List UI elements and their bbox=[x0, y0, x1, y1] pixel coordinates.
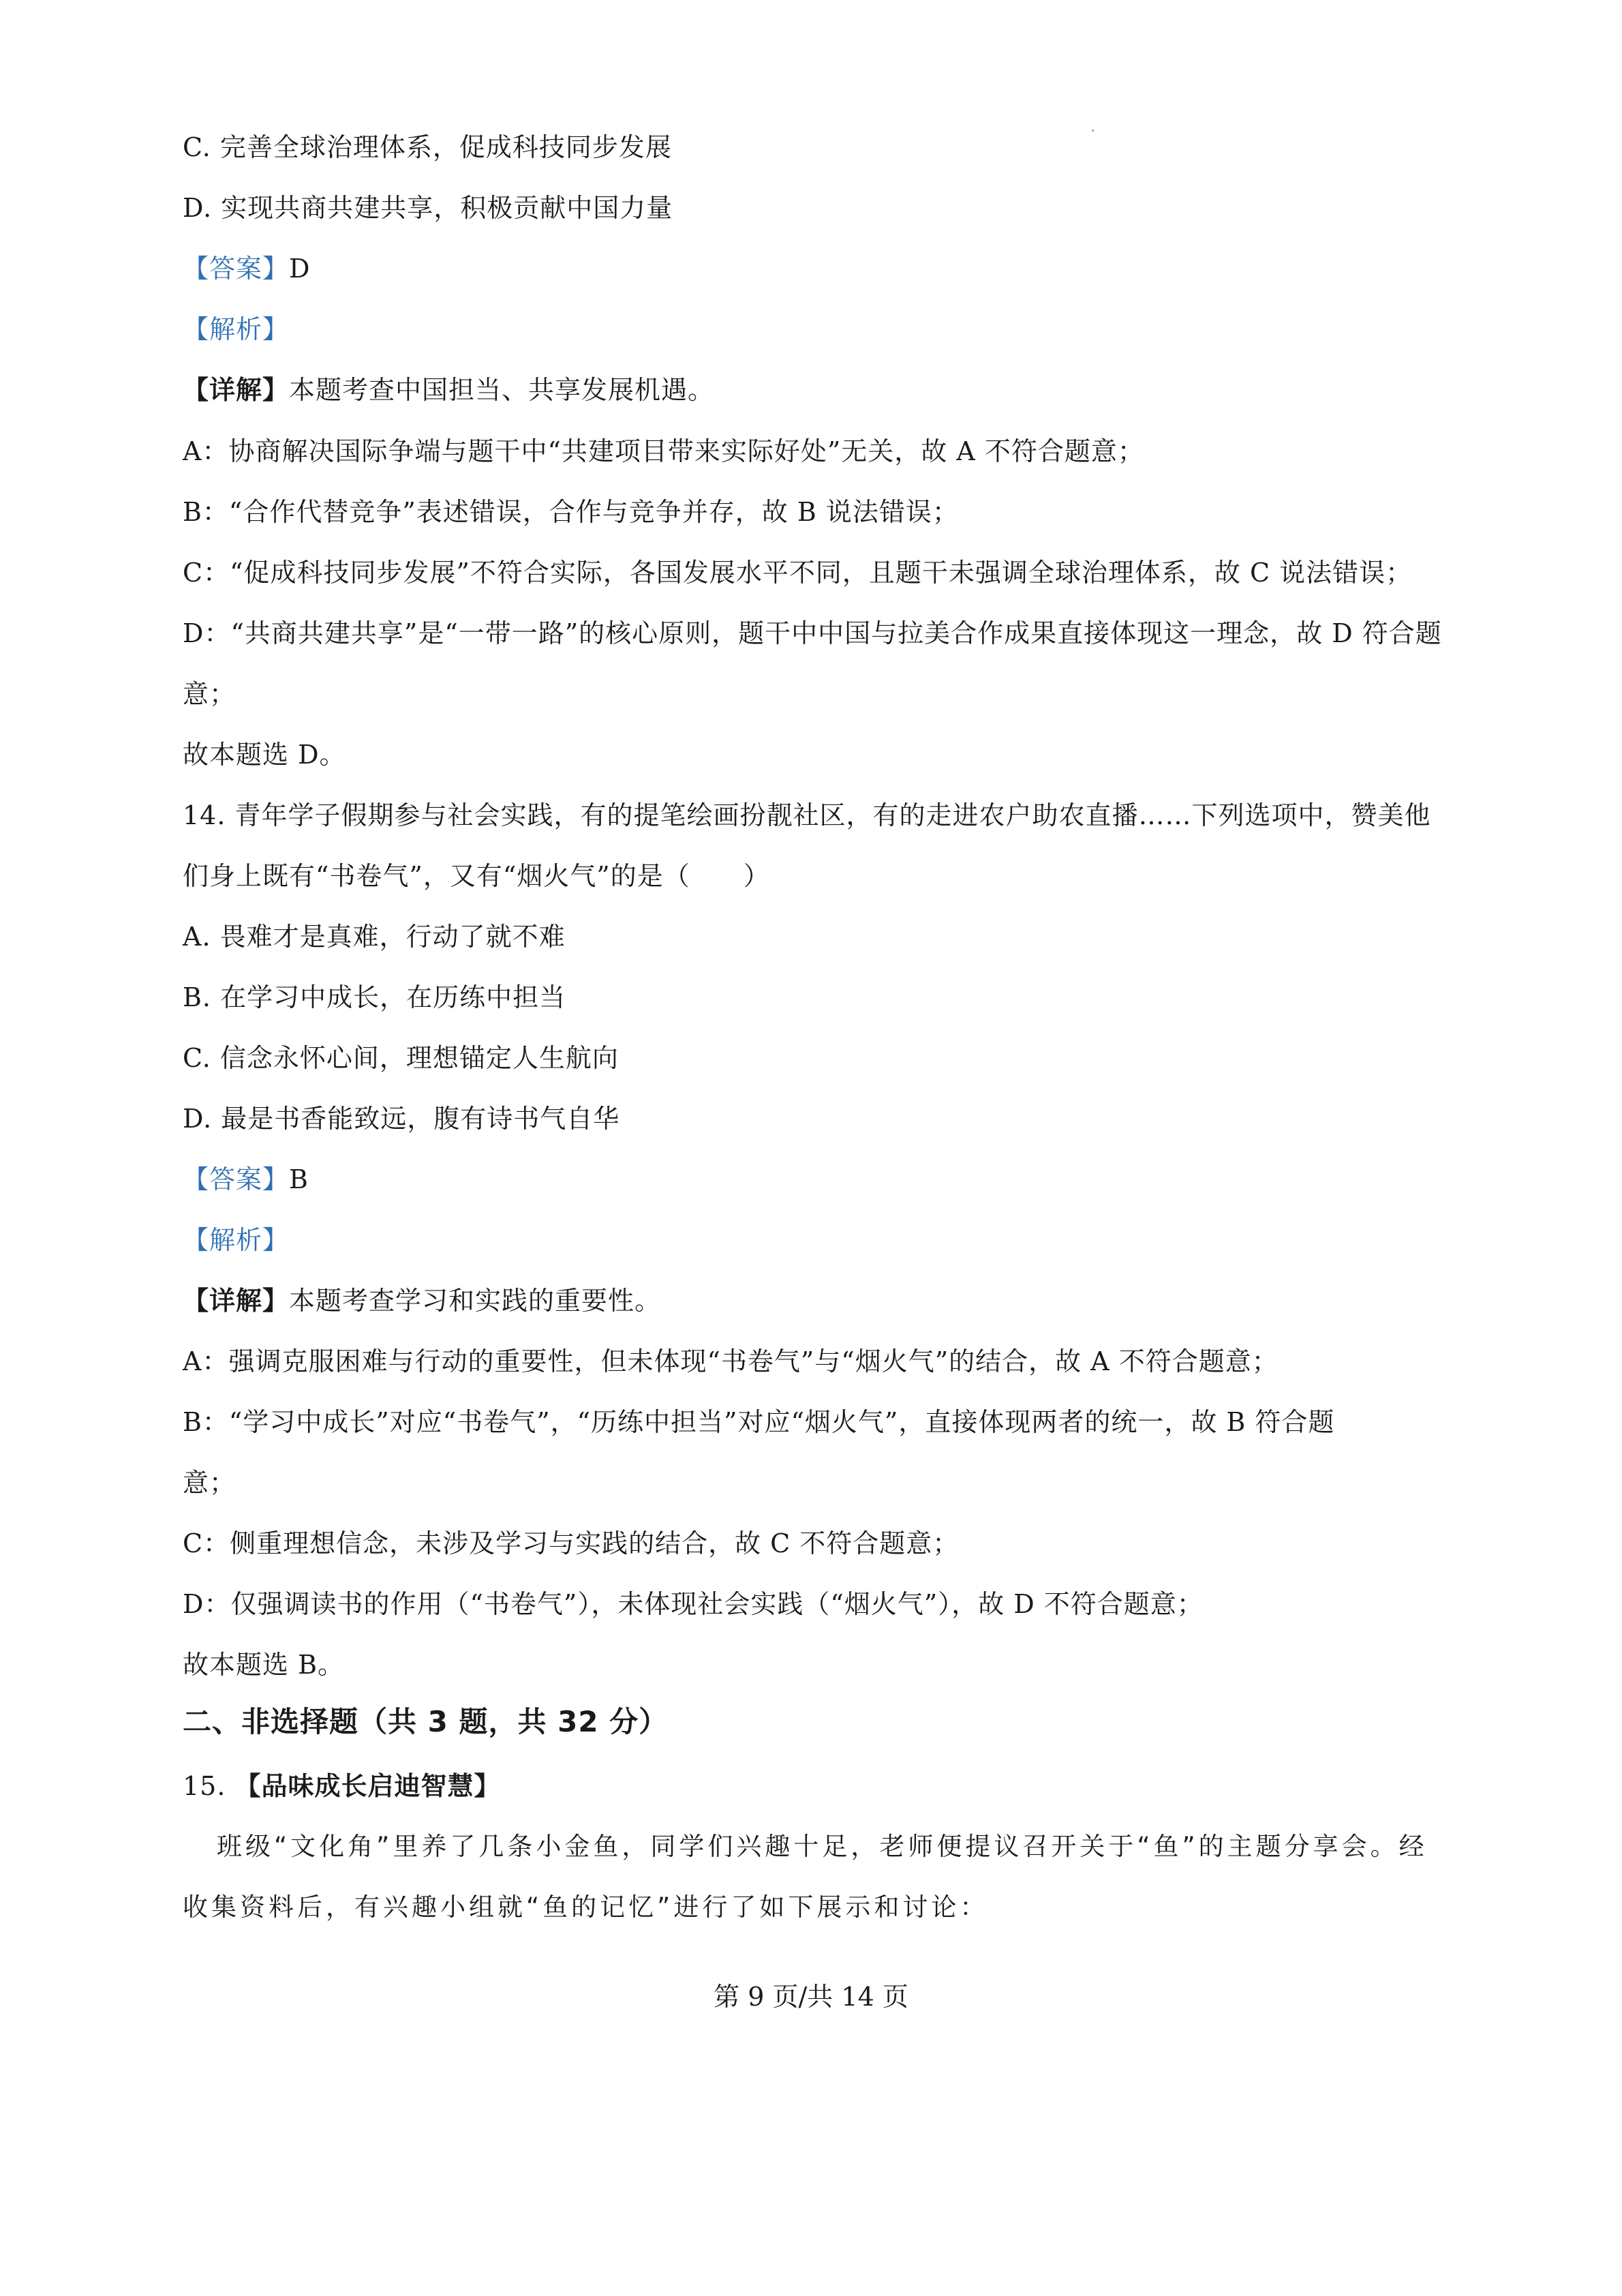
q14-explain-b-line1: B：“学习中成长”对应“书卷气”，“历练中担当”对应“烟火气”，直接体现两者的统一，故 B 符合题 bbox=[183, 1407, 1335, 1437]
section-title: 二、非选择题（共 3 题，共 32 分） bbox=[183, 1705, 669, 1738]
q14-explain-b-line2: 意； bbox=[183, 1468, 236, 1498]
q13-analysis-tag: 【解析】 bbox=[183, 314, 290, 344]
q14-explain-c: C：侧重理想信念，未涉及学习与实践的结合，故 C 不符合题意； bbox=[183, 1528, 960, 1558]
detail-text: 本题考查学习和实践的重要性。 bbox=[289, 1286, 662, 1316]
detail-tag: 【详解】 bbox=[183, 1285, 290, 1316]
q13-explain-a: A：协商解决国际争端与题干中“共建项目带来实际好处”无关，故 A 不符合题意； bbox=[183, 436, 1144, 466]
q14-option-c: C. 信念永怀心间，理想锚定人生航向 bbox=[183, 1043, 619, 1073]
answer-tag: 【答案】 bbox=[183, 1164, 290, 1194]
detail-text: 本题考查中国担当、共享发展机遇。 bbox=[289, 375, 715, 405]
answer-value: B bbox=[289, 1164, 309, 1194]
q14-option-d: D. 最是书香能致远，腹有诗书气自华 bbox=[183, 1104, 620, 1134]
q13-explain-d-line1: D：“共商共建共享”是“一带一路”的核心原则，题干中中国与拉美合作成果直接体现这一理念，故 D 符合题 bbox=[183, 618, 1442, 648]
q14-answer bbox=[183, 1163, 309, 1196]
q14-explain-d: D：仅强调读书的作用（“书卷气”），未体现社会实践（“烟火气”），故 D 不符合题意； bbox=[183, 1589, 1204, 1619]
q13-answer bbox=[183, 252, 310, 285]
q15-heading bbox=[183, 1770, 501, 1802]
answer-tag: 【答案】 bbox=[183, 254, 290, 284]
q15-number: 15. bbox=[183, 1771, 226, 1801]
q15-material-line1: 班级“文化角”里养了几条小金鱼，同学们兴趣十足，老师便提议召开关于“鱼”的主题分享会。经 bbox=[217, 1832, 1428, 1861]
scan-speck bbox=[1092, 130, 1094, 132]
q13-detail bbox=[183, 374, 714, 406]
detail-tag: 【详解】 bbox=[183, 374, 290, 405]
q15-material-line2: 收集资料后，有兴趣小组就“鱼的记忆”进行了如下展示和讨论： bbox=[183, 1892, 989, 1922]
q13-option-c: C. 完善全球治理体系，促成科技同步发展 bbox=[183, 132, 672, 162]
q14-option-b: B. 在学习中成长，在历练中担当 bbox=[183, 982, 566, 1012]
page-footer: 第 9 页/共 14 页 bbox=[714, 1982, 908, 2012]
q13-conclusion: 故本题选 D。 bbox=[183, 740, 346, 770]
q14-stem-line1: 14. 青年学子假期参与社会实践，有的提笔绘画扮靓社区，有的走进农户助农直播……下列选项中，赞美他 bbox=[183, 800, 1431, 830]
q14-option-a: A. 畏难才是真难，行动了就不难 bbox=[183, 922, 566, 952]
q15-theme: 【品味成长启迪智慧】 bbox=[234, 1770, 501, 1801]
q14-conclusion: 故本题选 B。 bbox=[183, 1650, 345, 1680]
q14-analysis-tag: 【解析】 bbox=[183, 1225, 290, 1255]
q14-detail bbox=[183, 1284, 661, 1317]
q14-stem-line2: 们身上既有“书卷气”，又有“烟火气”的是（ ） bbox=[183, 861, 770, 891]
q13-explain-c: C：“促成科技同步发展”不符合实际，各国发展水平不同，且题干未强调全球治理体系，故 C 说法错误； bbox=[183, 558, 1413, 588]
q14-explain-a: A：强调克服困难与行动的重要性，但未体现“书卷气”与“烟火气”的结合，故 A 不符合题意； bbox=[183, 1346, 1279, 1376]
answer-value: D bbox=[289, 254, 311, 284]
q13-explain-d-line2: 意； bbox=[183, 679, 236, 709]
q13-explain-b: B：“合作代替竞争”表述错误，合作与竞争并存，故 B 说法错误； bbox=[183, 497, 959, 527]
q13-option-d: D. 实现共商共建共享，积极贡献中国力量 bbox=[183, 193, 673, 223]
